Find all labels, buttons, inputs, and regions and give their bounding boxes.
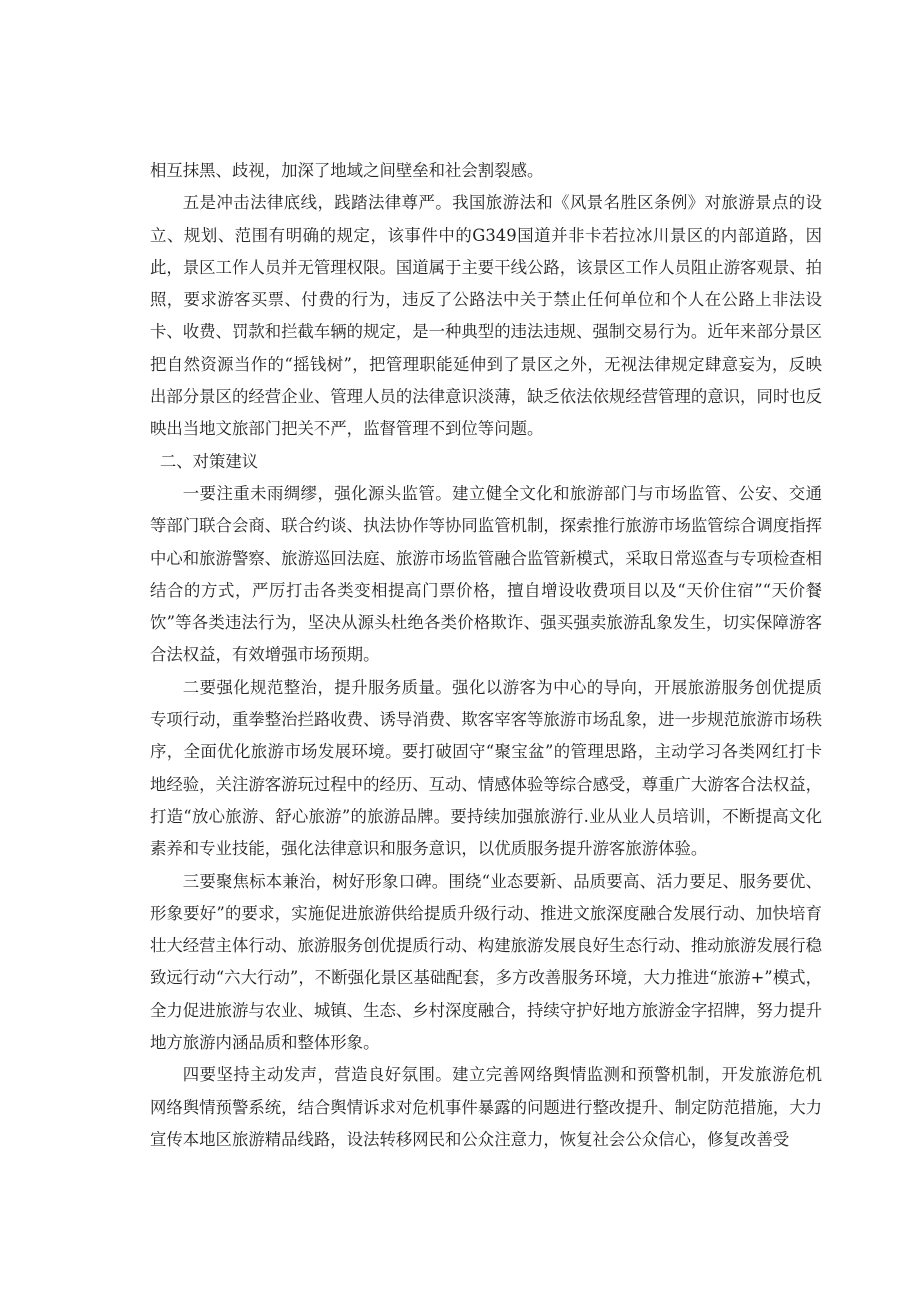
section-heading-countermeasures: 二、对策建议 [159, 451, 259, 471]
paragraph-legal-impact: 五是冲击法律底线，践踏法律尊严。我国旅游法和《风景名胜区条例》对旅游景点的设立、规划、范围有明确的规定，该事件中的G349国道并非卡若拉冰川景区的内部道路，因此，景区工作人员并无管理权限。国道属于主要干线公路，该景区工作人员阻止游客观景、拍照，要求游客买票、付费的行为，违反了公路法中关于禁止任何单位和个人在公路上非法设卡、收费、罚款和拦截车辆的规定，是一种典型的违法违规、强制交易行为。近年来部分景区把自然资源当作的“摇钱树”，把管理职能延伸到了景区之外，无视法律规定肆意妄为，反映出部分景区的经营企业、管理人员的法律意识淡薄，缺乏依法依规经营管理的意识，同时也反映出当地文旅部门把关不严，监督管理不到位等问题。 [150, 193, 823, 439]
paragraph-public-voice: 四要坚持主动发声，营造良好氛围。建立完善网络舆情监测和预警机制，开发旅游危机网络舆情预警系统，结合舆情诉求对危机事件暴露的问题进行整改提升、制定防范措施，大力宣传本地区旅游精品线路，设法转移网民和公众注意力，恢复社会公众信心，修复改善受 [150, 1065, 823, 1149]
document-body [150, 155, 822, 1156]
paragraph-source-supervision: 一要注重未雨绸缪，强化源头监管。建立健全文化和旅游部门与市场监管、公安、交通等部门联合会商、联合约谈、执法协作等协同监管机制，探索推行旅游市场监管综合调度指挥中心和旅游警察、旅游巡回法庭、旅游市场监管融合监管新模式，采取日常巡查与专项检查相结合的方式，严厉打击各类变相提高门票价格，擅自增设收费项目以及“天价住宿”“天价餐饮”等各类违法行为，坚决从源头杜绝各类价格欺诈、强买强卖旅游乱象发生，切实保障游客合法权益，有效增强市场预期。 [150, 483, 823, 665]
paragraph-service-quality: 二要强化规范整治，提升服务质量。强化以游客为中心的导向，开展旅游服务创优提质专项行动，重拳整治拦路收费、诱导消费、欺客宰客等旅游市场乱象，进一步规范旅游市场秩序，全面优化旅游市场发展环境。要打破固守“聚宝盆”的管理思路，主动学习各类网红打卡地经验，关注游客游玩过程中的经历、互动、情感体验等综合感受，尊重广大游客合法权益，打造“放心旅游、舒心旅游”的旅游品牌。要持续加强旅游行.业从业人员培训，不断提高文化素养和专业技能，强化法律意识和服务意识，以优质服务提升游客旅游体验。 [150, 677, 823, 859]
paragraph-image-reputation: 三要聚焦标本兼治，树好形象口碑。围绕“业态要新、品质要高、活力要足、服务要优、形象要好”的要求，实施促进旅游供给提质升级行动、推进文旅深度融合发展行动、加快培育壮大经营主体行动、旅游服务创优提质行动、构建旅游发展良好生态行动、推动旅游发展行稳致远行动“六大行动”，不断强化景区基础配套，多方改善服务环境，大力推进“旅游+”模式，全力促进旅游与农业、城镇、生态、乡村深度融合，持续守护好地方旅游金字招牌，努力提升地方旅游内涵品质和整体形象。 [150, 871, 823, 1053]
paragraph-continuation: 相互抹黑、歧视，加深了地域之间壁垒和社会割裂感。 [150, 161, 544, 180]
